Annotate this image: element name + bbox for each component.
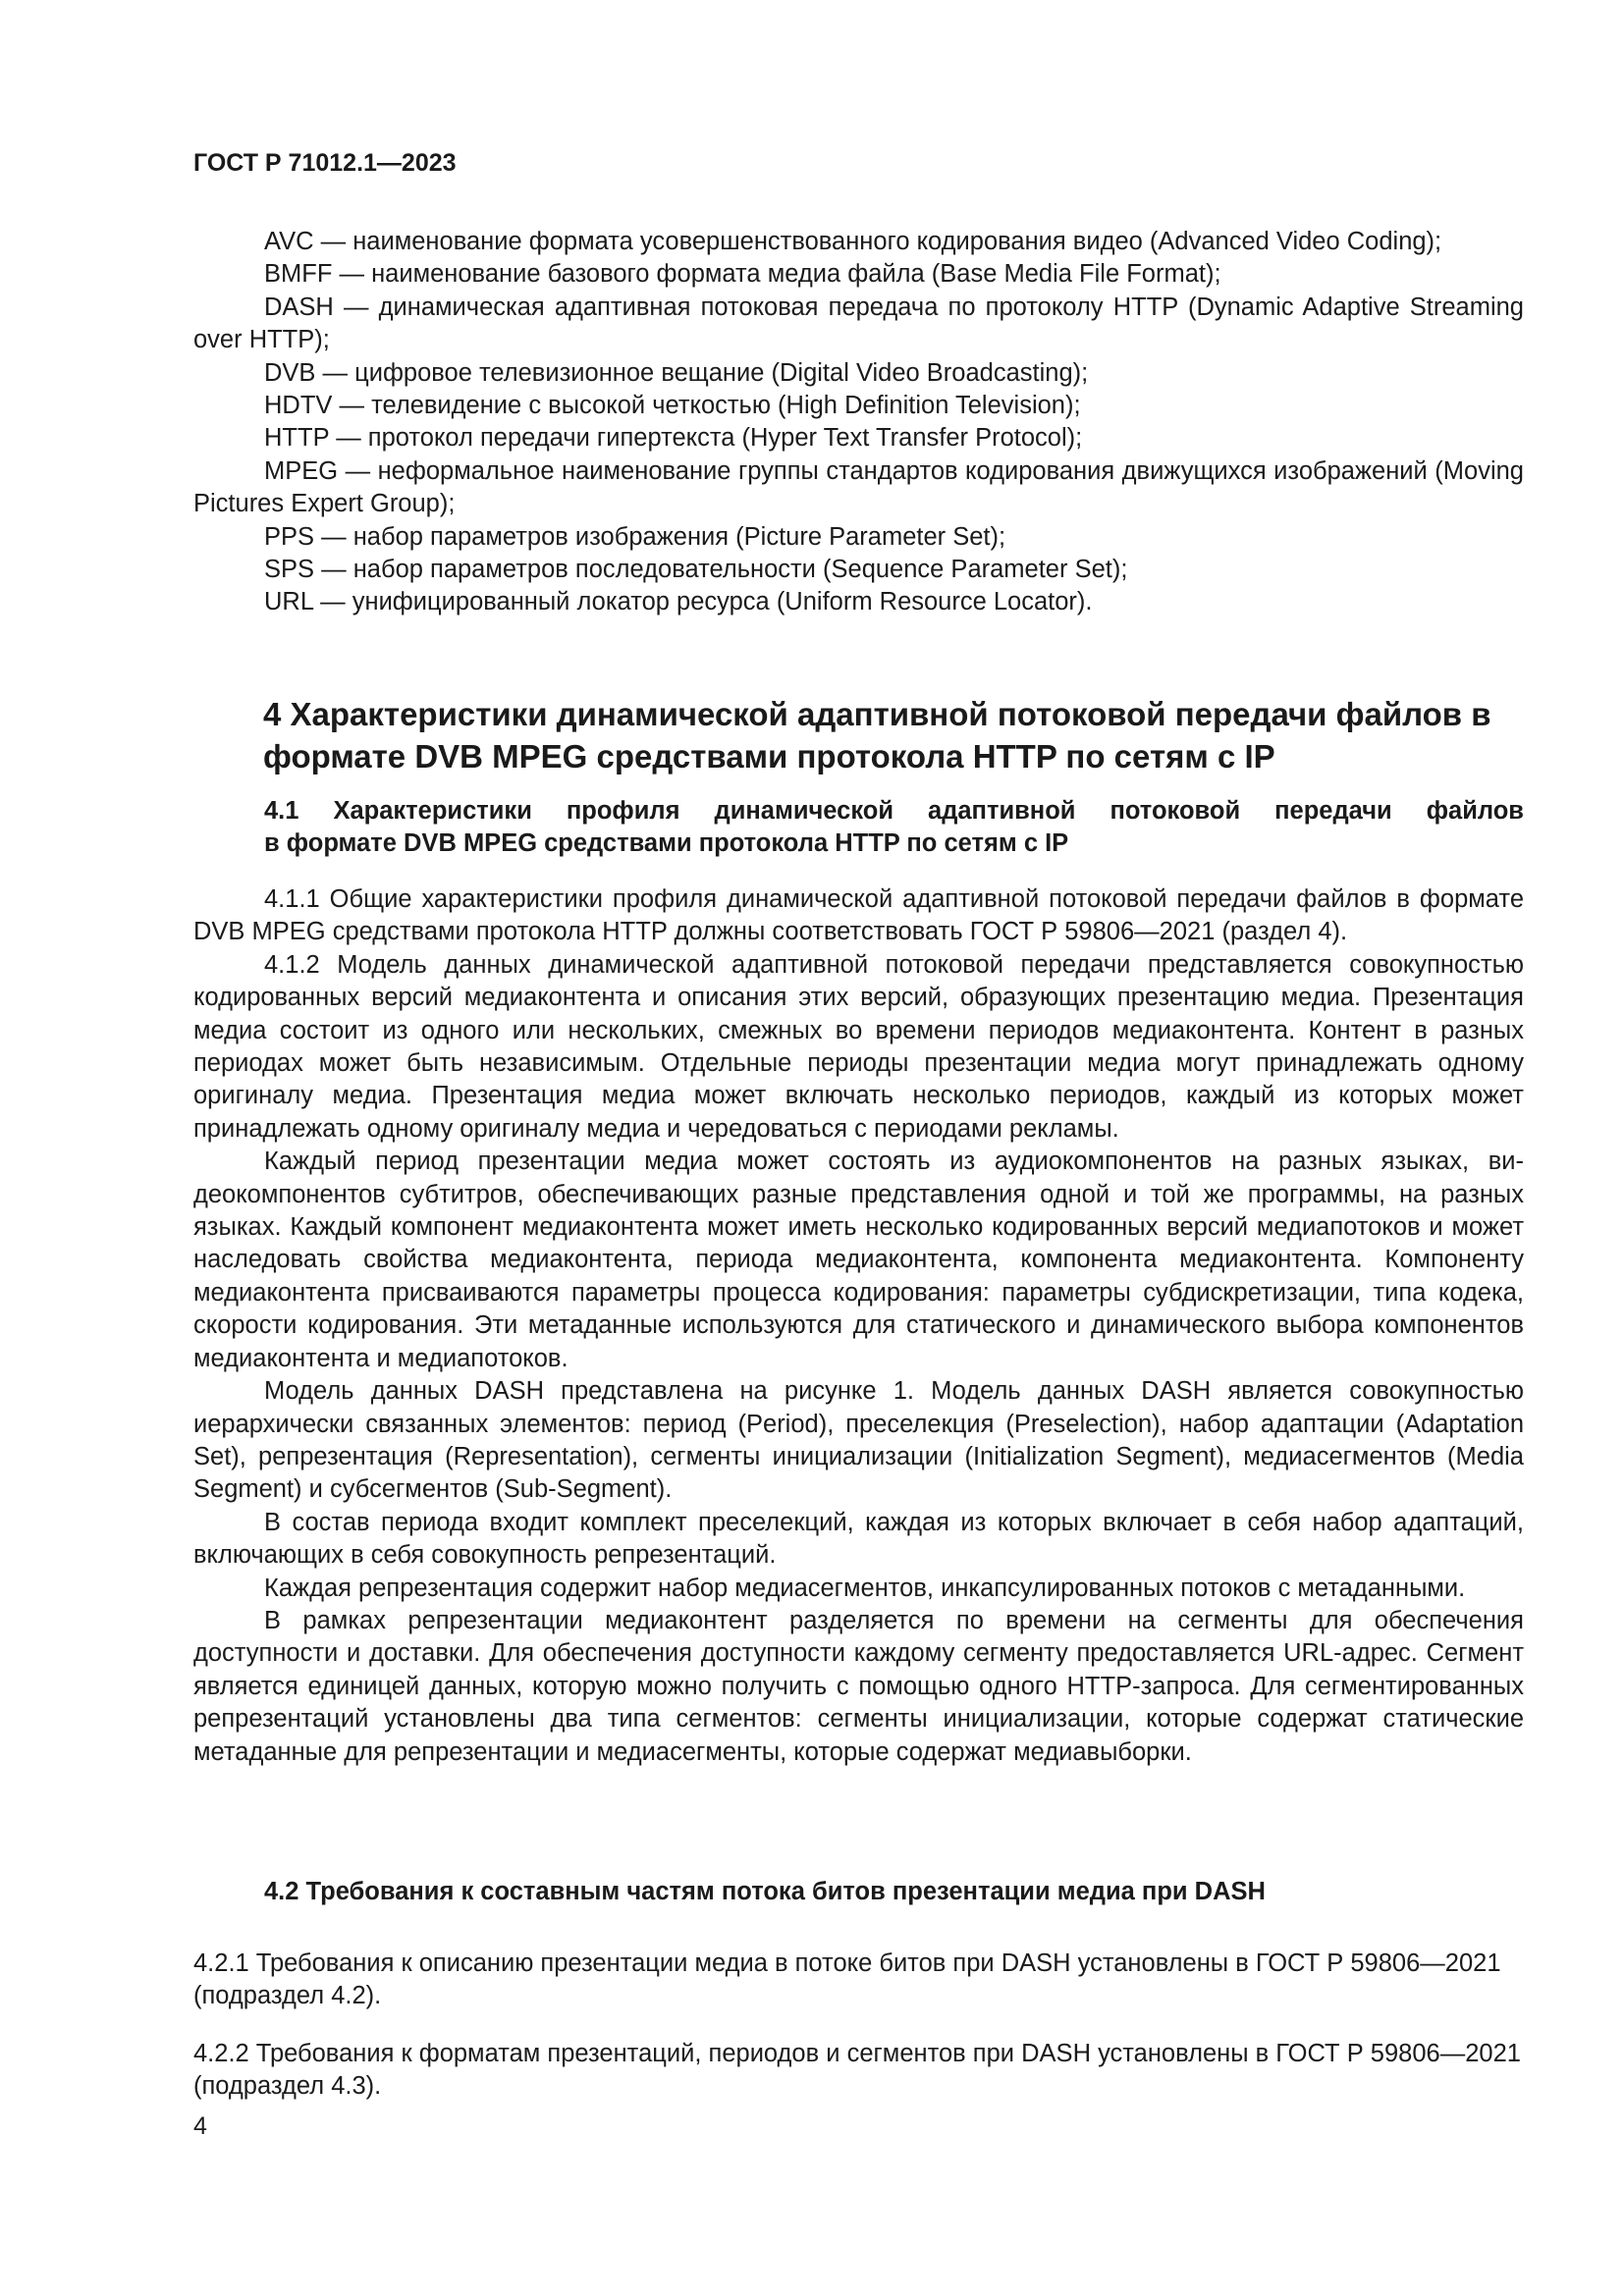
paragraph: 4.2.1 Требования к описанию презентации медиа в потоке битов при DASH установлены в ГОСТ Р 59806—2021 (подраздел 4.2). xyxy=(193,1949,1501,2009)
abbreviation-item: MPEG — неформальное наименование группы стандартов кодирования движущихся изображений (Moving Pictures Expert Group); xyxy=(193,456,1524,518)
abbreviation-item: AVC — наименование формата усовершенствованного кодирования видео (Advanced Video Coding); xyxy=(264,228,1442,255)
abbreviation-item: DASH — динамическая адаптивная потоковая передача по протоколу HTTP (Dynamic Adaptive Streaming over HTTP); xyxy=(193,293,1524,354)
abbreviation-item: HDTV — телевидение с высокой четкостью (High Definition Television); xyxy=(264,392,1081,420)
abbreviation-item: BMFF — наименование базового формата медиа файла (Base Media File Format); xyxy=(264,260,1221,289)
paragraph: В состав периода входит комплект преселекций, каждая из которых включает в себя набор адаптаций, включающих в себя совокупность репрезентаций. xyxy=(193,1508,1524,1570)
page-number: 4 xyxy=(193,2112,207,2140)
subsection-4-1-title-line1: 4.1 Характеристики профиля динамической адаптивной потоковой передачи файлов xyxy=(264,797,1524,825)
subsection-4-1-title xyxy=(193,795,1524,860)
subsection-4-1-body xyxy=(193,883,1524,1769)
abbreviation-item: URL — унифицированный локатор ресурса (Uniform Resource Locator). xyxy=(264,588,1093,616)
paragraph: 4.2.2 Требования к форматам презентаций, периодов и сегментов при DASH установлены в ГОСТ Р 59806—2021 (подраздел 4.3). xyxy=(193,2039,1521,2101)
subsection-4-2-body xyxy=(193,1922,1524,2128)
paragraph: В рамках репрезентации медиаконтент разделяется по времени на сегменты для обеспечения доступности и доставки. Для обеспечения доступности каждому сегменту предоставляется URL-адрес. Сегмент является единицей данных, которую можно получить с помощью одного HTTP-запроса. Для сегментированных репрезентаций установлены два типа сегментов: сегменты инициализации, которые содержат статические метаданные для репрезентации и медиасегменты, которые содержат медиавыборки. xyxy=(193,1606,1524,1766)
abbreviation-item: PPS — набор параметров изображения (Picture Parameter Set); xyxy=(264,522,1006,551)
subsection-4-2-title: 4.2 Требования к составным частям потока битов презентации медиа при DASH xyxy=(264,1878,1266,1905)
abbreviations-list xyxy=(193,226,1524,619)
section-4-title: 4 Характеристики динамической адаптивной потоковой передачи файлов в формате DVB MPEG средствами протокола HTTP по сетям с IP xyxy=(263,696,1491,774)
abbreviation-item: DVB — цифровое телевизионное вещание (Digital Video Broadcasting); xyxy=(264,358,1089,387)
subsection-4-1-title-line2: в формате DVB MPEG средствами протокола HTTP по сетям с IP xyxy=(264,829,1069,857)
paragraph: 4.1.1 Общие характеристики профиля динамической адаптивной потоковой передачи файлов в формате DVB MPEG средствами протокола HTTP должны соответствовать ГОСТ Р 59806—2021 (раздел 4). xyxy=(193,885,1524,946)
paragraph: Каждая репрезентация содержит набор медиасегментов, инкапсулированных потоков с метаданными. xyxy=(264,1574,1466,1602)
paragraph: Каждый период презентации медиа может состоять из аудиокомпонентов на разных языках, видеокомпонентов субтитров, обеспечивающих разные представления одной и той же программы, на разных языках. Каждый компонент медиаконтента может иметь несколько кодированных версий медиапотоков и может наследовать свойства медиаконтента, периода медиаконтента, компонента медиаконтента. Компоненту медиаконтента присваиваются параметры процесса кодирования: параметры субдискретизации, типа кодека, скорости кодирования. Эти метаданные используются для статического и динамического выбора компонентов медиаконтента и медиапотоков. xyxy=(193,1148,1524,1372)
paragraph: 4.1.2 Модель данных динамической адаптивной потоковой передачи представляется совокупностью кодированных версий медиаконтента и описания этих версий, образующих презентацию медиа. Презентация медиа состоит из одного или нескольких, смежных во времени периодов медиаконтента. Контент в разных периодах может быть независимым. Отдельные периоды презентации медиа могут принадлежать одному оригиналу медиа. Презентация медиа может включать несколько периодов, каждый из которых может принадлежать одному оригиналу медиа и чередоваться с периодами рекламы. xyxy=(193,950,1524,1143)
abbreviation-item: SPS — набор параметров последовательности (Sequence Parameter Set); xyxy=(264,556,1128,584)
abbreviation-item: HTTP — протокол передачи гипертекста (Hyper Text Transfer Protocol); xyxy=(264,424,1083,453)
document-id-header: ГОСТ Р 71012.1—2023 xyxy=(193,149,457,177)
paragraph: Модель данных DASH представлена на рисунке 1. Модель данных DASH является совокупностью иерархически связанных элементов: период (Period), преселекция (Preselection), набор адаптации (Adaptation Set), репрезентация (Representation), сегменты инициализации (Initialization Segment), медиасегментов (Media Segment) и субсегментов (Sub-Segment). xyxy=(193,1377,1524,1504)
